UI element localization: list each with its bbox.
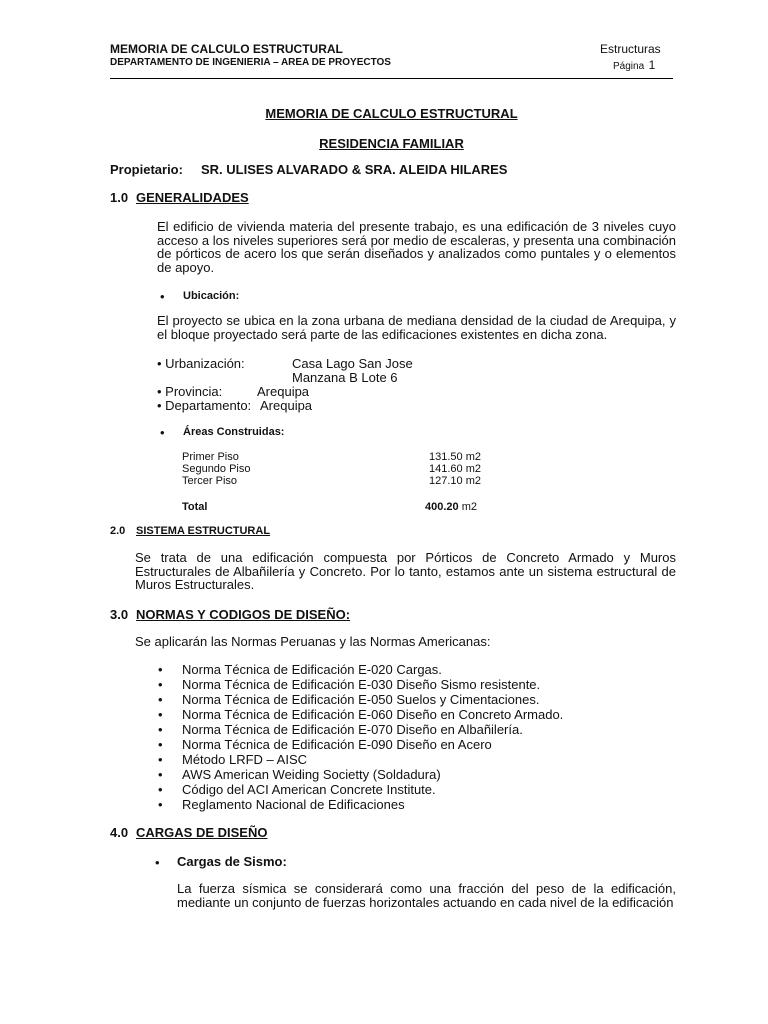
total-label: Total: [182, 501, 208, 513]
bullet-icon: •: [158, 707, 163, 722]
list-item: [158, 797, 563, 812]
bullet-icon: •: [158, 797, 163, 812]
section-2-paragraph: Se trata de una edificación compuesta por Pórticos de Concreto Armado y Muros Estructurales de Albañilería y Concreto. Por lo tanto, estamos ante un sistema estructural de Muros Estructurales.: [135, 550, 676, 592]
normas-list: [158, 662, 563, 812]
bullet-icon: •: [158, 767, 163, 782]
section-3-number: 3.0: [110, 607, 129, 622]
section-4-paragraph: La fuerza sísmica se considerará como una fracción del peso de la edificación, mediante un conjunto de fuerzas horizontales actuando en cada nivel de la edificación: [177, 881, 676, 910]
list-item-text: Norma Técnica de Edificación E-060 Diseño en Concreto Armado.: [182, 707, 564, 722]
area-row-label: Segundo Piso: [182, 463, 251, 475]
bullet-icon: •: [155, 855, 160, 870]
total-value: [425, 501, 477, 513]
document-title: MEMORIA DE CALCULO ESTRUCTURAL: [265, 106, 518, 121]
header-section: Estructuras: [600, 42, 661, 56]
urbanizacion-label: • Urbanización:: [157, 356, 245, 371]
document-subtitle: RESIDENCIA FAMILIAR: [319, 136, 464, 151]
section-4-heading: CARGAS DE DISEÑO: [136, 825, 268, 840]
list-item: [158, 722, 563, 737]
provincia-value: Arequipa: [257, 384, 310, 399]
list-item-text: Norma Técnica de Edificación E-090 Diseño en Acero: [182, 737, 492, 752]
bullet-icon: •: [160, 289, 165, 304]
list-item: [158, 752, 563, 767]
urbanizacion-value: Casa Lago San Jose: [292, 356, 413, 371]
cargas-sismo-label: Cargas de Sismo:: [177, 854, 287, 869]
section-1-heading: GENERALIDADES: [136, 190, 249, 205]
area-row-value: 141.60 m2: [429, 463, 481, 475]
bullet-icon: •: [158, 692, 163, 707]
ubicacion-paragraph: El proyecto se ubica en la zona urbana de mediana densidad de la ciudad de Arequipa, y el bloque proyectado será parte de las edificaciones existentes en dicha zona.: [157, 313, 676, 342]
total-unit: m2: [461, 501, 477, 513]
list-item-text: Código del ACI American Concrete Institute.: [182, 782, 436, 797]
area-row-value: 131.50 m2: [429, 451, 481, 463]
section-3-heading: NORMAS Y CODIGOS DE DISEÑO:: [136, 607, 351, 622]
page-label: Página: [613, 61, 645, 72]
list-item-text: Norma Técnica de Edificación E-050 Suelos y Cimentaciones.: [182, 692, 540, 707]
header-rule: [110, 78, 673, 79]
bullet-icon: •: [158, 677, 163, 692]
ubicacion-label: Ubicación:: [183, 290, 240, 302]
section-1-number: 1.0: [110, 190, 129, 205]
header-page: [613, 56, 655, 74]
provincia-label: • Provincia:: [157, 384, 223, 399]
list-item-text: AWS American Weiding Societty (Soldadura): [182, 767, 441, 782]
bullet-icon: •: [158, 737, 163, 752]
list-item: [158, 707, 563, 722]
list-item: [158, 662, 563, 677]
list-item-text: Norma Técnica de Edificación E-030 Diseño Sismo resistente.: [182, 677, 541, 692]
list-item-text: Método LRFD – AISC: [182, 752, 307, 767]
area-row-value: 127.10 m2: [429, 475, 481, 487]
list-item: [158, 782, 563, 797]
area-row-label: Tercer Piso: [182, 475, 238, 487]
owner-label: Propietario:: [110, 162, 183, 177]
bullet-icon: •: [158, 722, 163, 737]
bullet-icon: •: [158, 662, 163, 677]
header-department: DEPARTAMENTO DE INGENIERIA – AREA DE PROYECTOS: [110, 57, 391, 68]
total-number: 400.20: [425, 501, 459, 513]
list-item: [158, 737, 563, 752]
areas-label: Áreas Construidas:: [183, 426, 285, 438]
area-row-label: Primer Piso: [182, 451, 239, 463]
list-item-text: Norma Técnica de Edificación E-070 Diseño en Albañilería.: [182, 722, 523, 737]
page-number: 1: [648, 58, 656, 72]
section-3-intro: Se aplicarán las Normas Peruanas y las Normas Americanas:: [135, 634, 491, 649]
departamento-value: Arequipa: [260, 398, 313, 413]
owner-value: SR. ULISES ALVARADO & SRA. ALEIDA HILARES: [201, 162, 508, 177]
list-item: [158, 677, 563, 692]
departamento-label: • Departamento:: [157, 398, 252, 413]
urbanizacion-value-2: Manzana B Lote 6: [292, 370, 398, 385]
bullet-icon: •: [160, 425, 165, 440]
bullet-icon: •: [158, 752, 163, 767]
section-2-heading: SISTEMA ESTRUCTURAL: [136, 525, 271, 537]
list-item-text: Norma Técnica de Edificación E-020 Cargas.: [182, 662, 442, 677]
list-item: [158, 692, 563, 707]
section-1-paragraph: El edificio de vivienda materia del presente trabajo, es una edificación de 3 niveles cuyo acceso a los niveles superiores será por medio de escaleras, y presenta una combinación de pórticos de acero los que serán diseñados y analizados como puntales y o elementos de apoyo.: [157, 219, 676, 275]
list-item: [158, 767, 563, 782]
list-item-text: Reglamento Nacional de Edificaciones: [182, 797, 405, 812]
bullet-icon: •: [158, 782, 163, 797]
section-4-number: 4.0: [110, 825, 129, 840]
section-2-number: 2.0: [110, 525, 126, 537]
header-title: MEMORIA DE CALCULO ESTRUCTURAL: [110, 42, 343, 56]
